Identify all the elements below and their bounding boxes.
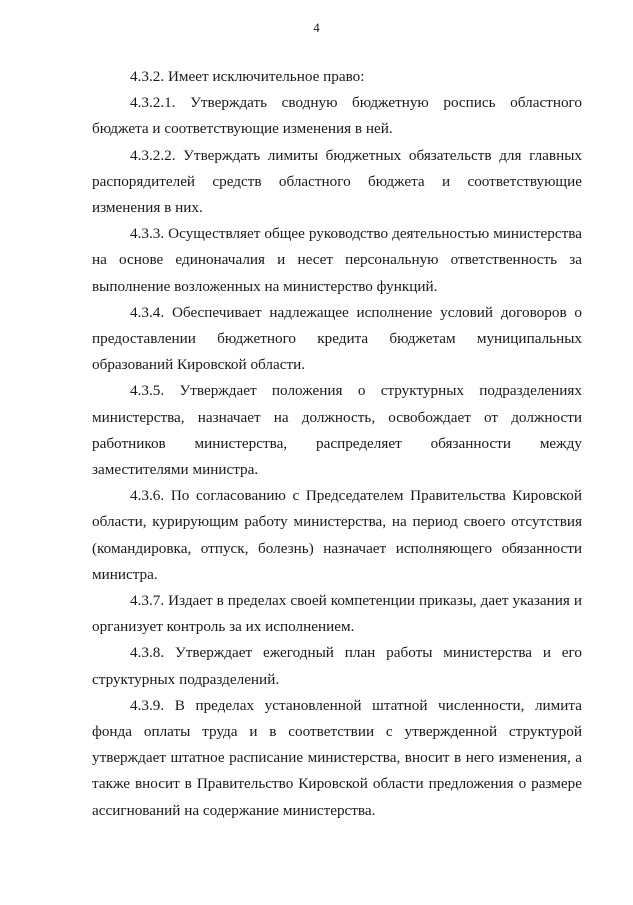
document-body [92, 64, 582, 824]
paragraph-4-3-7: 4.3.7. Издает в пределах своей компетенции приказы, дает указания и организует контроль за их исполнением. [92, 592, 582, 636]
paragraph-4-3-4: 4.3.4. Обеспечивает надлежащее исполнение условий договоров о предоставлении бюджетного кредита бюджетам муниципальных образований Кировской области. [92, 303, 582, 374]
page-number: 4 [313, 20, 320, 35]
paragraph-4-3-2-2: 4.3.2.2. Утверждать лимиты бюджетных обязательств для главных распорядителей средств областного бюджета и соответствующие изменения в них. [92, 146, 582, 217]
paragraph-4-3-5: 4.3.5. Утверждает положения о структурных подразделениях министерства, назначает на должность, освобождает от должности работников министерства, распределяет обязанности между заместителями министра. [92, 382, 582, 479]
paragraph-4-3-8: 4.3.8. Утверждает ежегодный план работы министерства и его структурных подразделений. [92, 644, 582, 688]
paragraph-4-3-6: 4.3.6. По согласованию с Председателем Правительства Кировской области, курирующим работу министерства, на период своего отсутствия (командировка, отпуск, болезнь) назначает исполняющего обязанности министра. [92, 487, 582, 583]
paragraph-4-3-3: 4.3.3. Осуществляет общее руководство деятельностью министерства на основе единоначалия и несет персональную ответственность за выполнение возложенных на министерство функций. [92, 225, 582, 295]
paragraph-4-3-2: 4.3.2. Имеет исключительное право: [130, 68, 365, 85]
paragraph-4-3-9: 4.3.9. В пределах установленной штатной численности, лимита фонда оплаты труда и в соответствии с утвержденной структурой утверждает штатное расписание министерства, вносит в него изменения, а также вносит в Правительство Кировской области предложения о размере ассигнований на содержание министерства. [92, 696, 582, 819]
paragraph-4-3-2-1: 4.3.2.1. Утверждать сводную бюджетную роспись областного бюджета и соответствующие изменения в ней. [92, 94, 582, 138]
